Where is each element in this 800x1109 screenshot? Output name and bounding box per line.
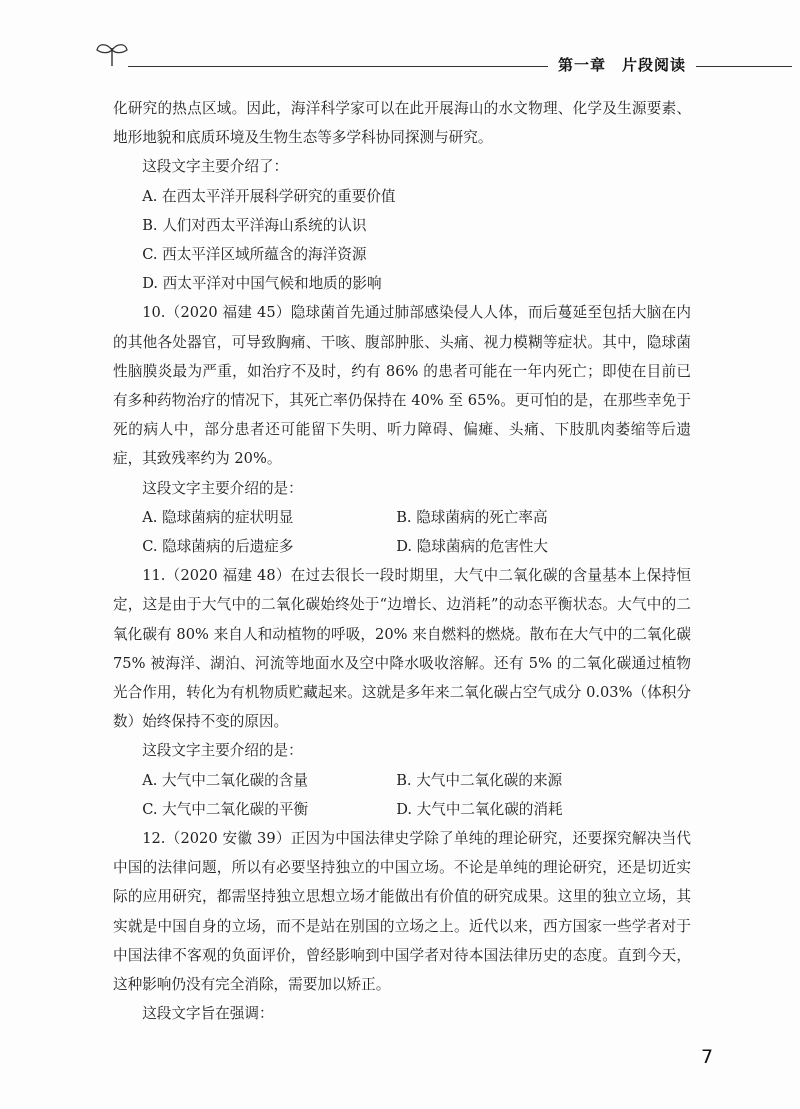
q10-option-a: A. 隐球菌病的症状明显 [142, 508, 294, 526]
q9-option-a: A. 在西太平洋开展科学研究的重要价值 [142, 187, 396, 205]
q11-option-c: C. 大气中二氧化碳的平衡 [142, 800, 309, 818]
q9-option-d: D. 西太平洋对中国气候和地质的影响 [142, 275, 382, 293]
sprout-leaf-icon [95, 38, 129, 68]
q12-stem: 这段文字旨在强调： [142, 1005, 274, 1023]
page-number: 7 [701, 1046, 714, 1068]
q10-stem: 这段文字主要介绍的是： [142, 479, 303, 497]
q11-option-a: A. 大气中二氧化碳的含量 [142, 771, 308, 789]
q10-option-b: B. 隐球菌病的死亡率高 [396, 508, 548, 526]
q11-option-d: D. 大气中二氧化碳的消耗 [396, 800, 563, 818]
q9-option-b: B. 人们对西太平洋海山系统的认识 [142, 216, 367, 234]
q11-options-row-2 [113, 795, 691, 824]
q12-passage: 12.（2020 安徽 39）正因为中国法律史学除了单纯的理论研究，还要探究解决当代中国的法律问题，所以有必要坚持独立的中国立场。不论是单纯的理论研究，还是切近实际的应用研究，都需坚持独立思想立场才能做出有价值的研究成果。这里的独立立场，其实就是中国自身的立场，而不是站在别国的立场之上。近代以来，西方国家一些学者对于中国法律不客观的负面评价，曾经影响到中国学者对待本国法律历史的态度。直到今天，这种影响仍没有完全消除，需要加以矫正。 [113, 830, 691, 994]
q9-option-c: C. 西太平洋区域所蕴含的海洋资源 [142, 246, 367, 264]
q11-options-row-1 [113, 766, 691, 795]
q10-option-d: D. 隐球菌病的危害性大 [396, 538, 548, 556]
q10-options-row-1 [113, 503, 691, 532]
q10-passage: 10.（2020 福建 45）隐球菌首先通过肺部感染侵人人体，而后蔓延至包括大脑在内的其他各处器官，可导致胸痛、干咳、腹部肿胀、头痛、视力模糊等症状。其中，隐球菌性脑膜炎最为严重，如治疗不及时，约有 86% 的患者可能在一年内死亡；即使在目前已有多种药物治疗的情况下，其死亡率仍保持在 40% 至 65%。更可怕的是，在那些幸免于死的病人中，部分患者还可能留下失明、听力障碍、偏瘫、头痛、下肢肌肉萎缩等后遗症，其致残率约为 20%。 [113, 304, 691, 468]
chapter-title: 第一章 片段阅读 [548, 54, 696, 75]
q11-stem: 这段文字主要介绍的是： [142, 742, 303, 760]
page-content [113, 94, 691, 1029]
page-header [0, 0, 800, 80]
q11-option-b: B. 大气中二氧化碳的来源 [396, 771, 563, 789]
q11-passage: 11.（2020 福建 48）在过去很长一段时期里，大气中二氧化碳的含量基本上保持恒定，这是由于大气中的二氧化碳始终处于“边增长、边消耗”的动态平衡状态。大气中的二氧化碳有 80% 来自人和动植物的呼吸，20% 来自燃料的燃烧。散布在大气中的二氧化碳 75% 被海洋、湖泊、河流等地面水及空中降水吸收溶解。还有 5% 的二氧化碳通过植物光合作用，转化为有机物质贮藏起来。这就是多年来二氧化碳占空气成分 0.03%（体积分数）始终保持不变的原因。 [113, 567, 691, 731]
q9-passage-continuation: 化研究的热点区域。因此，海洋科学家可以在此开展海山的水文物理、化学及生源要素、地形地貌和底质环境及生物生态等多学科协同探测与研究。 [113, 100, 691, 147]
q9-stem: 这段文字主要介绍了： [142, 158, 289, 176]
q10-options-row-2 [113, 532, 691, 561]
q10-option-c: C. 隐球菌病的后遗症多 [142, 538, 294, 556]
